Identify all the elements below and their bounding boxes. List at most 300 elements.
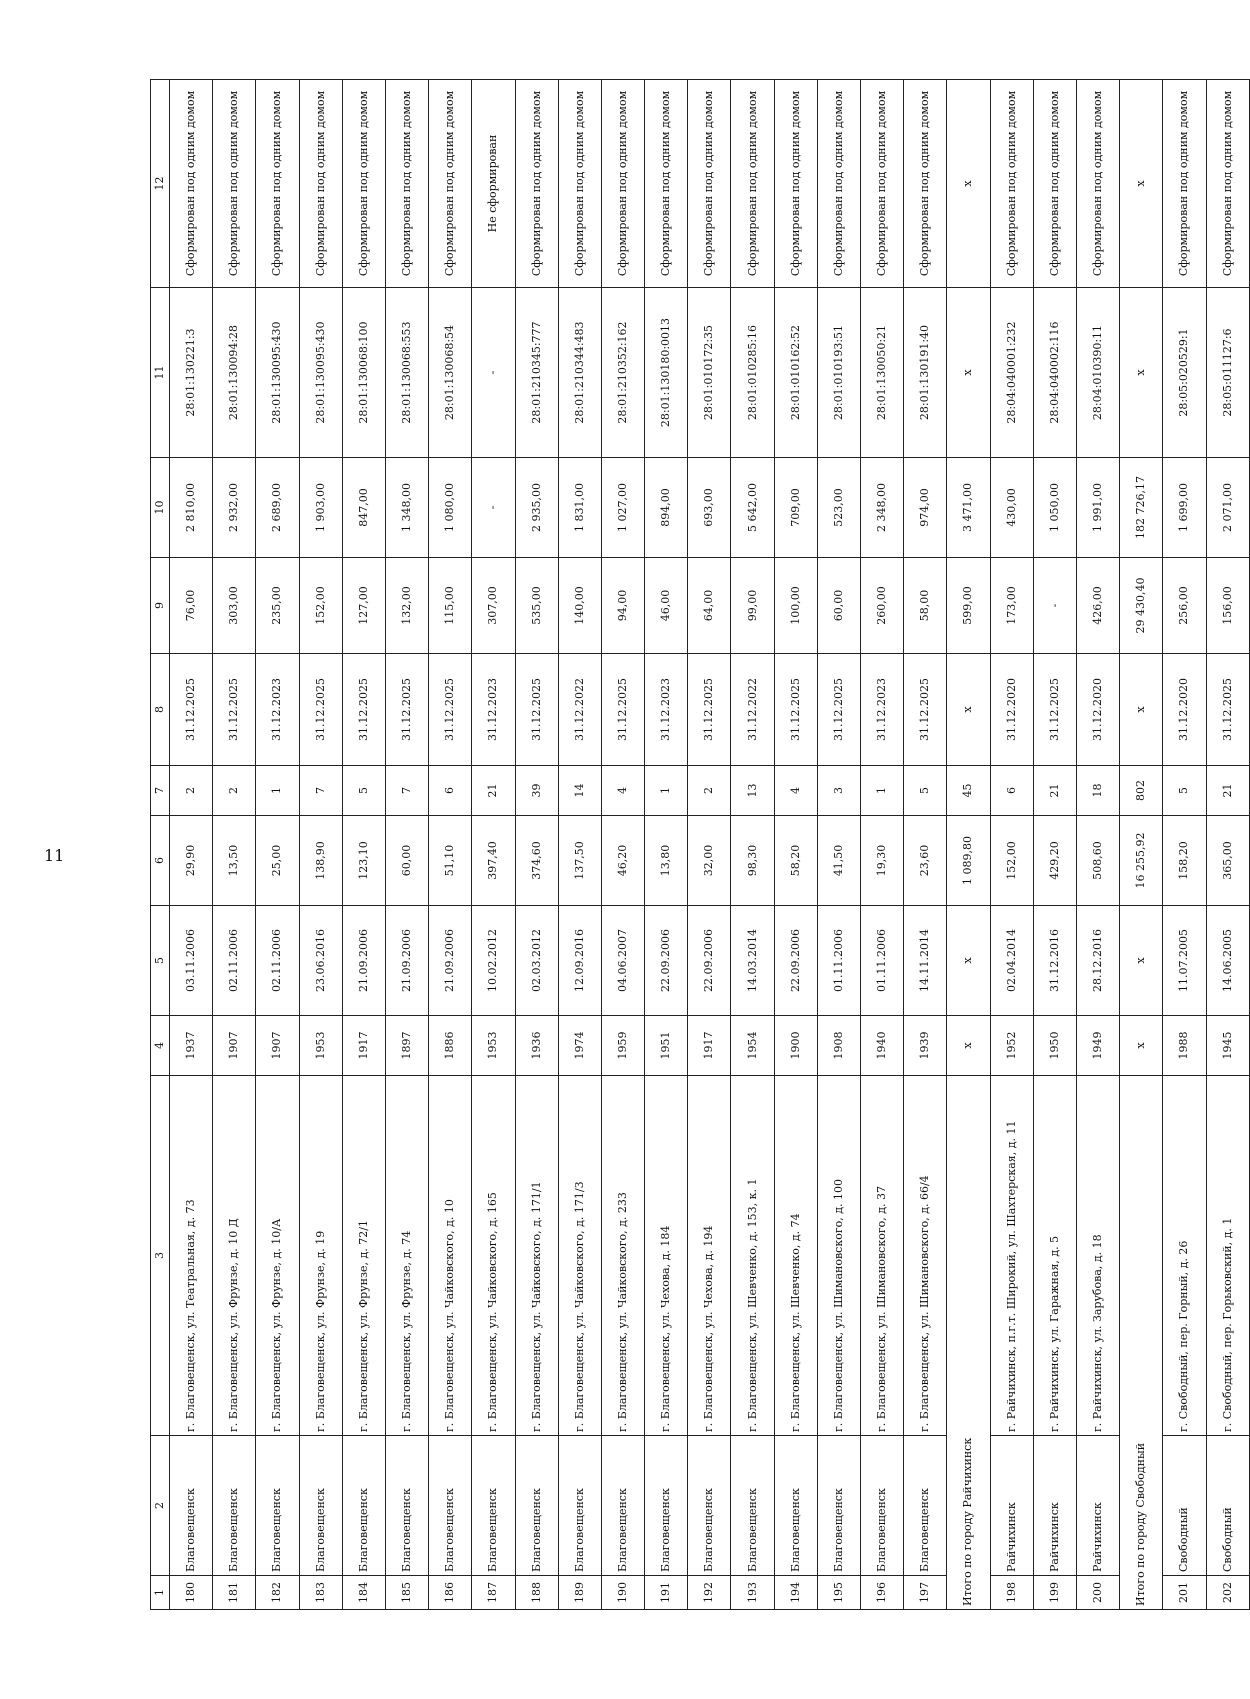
table-row — [688, 80, 731, 1610]
table-cell: 5 — [904, 766, 947, 816]
table-cell: г. Благовещенск, ул. Фрунзе, д. 74 — [385, 1076, 428, 1436]
table-cell: 64,00 — [688, 558, 731, 654]
table-cell: 28:05:020529:1 — [1163, 288, 1206, 458]
table-cell: Сформирован под одним домом — [861, 80, 904, 288]
table-cell: 186 — [429, 1576, 472, 1610]
table-cell: 201 — [1163, 1576, 1206, 1610]
table-cell: 260,00 — [861, 558, 904, 654]
table-cell: г. Свободный, пер. Горьковский, д. 1 — [1206, 1076, 1250, 1436]
table-cell: Сформирован под одним домом — [645, 80, 688, 288]
table-cell: 01.11.2006 — [861, 906, 904, 1016]
table-cell: 02.11.2006 — [256, 906, 299, 1016]
table-cell: 307,00 — [472, 558, 515, 654]
table-cell: 1 991,00 — [1076, 458, 1119, 558]
table-cell: 193 — [731, 1576, 774, 1610]
table-cell: 02.11.2006 — [213, 906, 256, 1016]
table-cell: 28:01:130068:100 — [342, 288, 385, 458]
table-cell: 1952 — [990, 1016, 1033, 1076]
table-cell: 31.12.2025 — [688, 654, 731, 766]
table-cell: 39 — [515, 766, 558, 816]
table-cell: 31.12.2025 — [385, 654, 428, 766]
table-cell: - — [472, 458, 515, 558]
table-cell: 31.12.2025 — [299, 654, 342, 766]
table-cell: 1 — [256, 766, 299, 816]
table-cell: 31.12.2025 — [601, 654, 644, 766]
table-row — [990, 80, 1033, 1610]
table-cell: 599,00 — [947, 558, 990, 654]
table-cell: Сформирован под одним домом — [731, 80, 774, 288]
table-cell: Сформирован под одним домом — [429, 80, 472, 288]
table-cell: 31.12.2025 — [342, 654, 385, 766]
table-cell: 28:01:130068:553 — [385, 288, 428, 458]
table-cell: 2 810,00 — [170, 458, 213, 558]
table-cell: 1936 — [515, 1016, 558, 1076]
table-cell: 2 935,00 — [515, 458, 558, 558]
table-cell: х — [947, 80, 990, 288]
table-cell: 28:01:130191:40 — [904, 288, 947, 458]
table-cell: 28:01:130050:21 — [861, 288, 904, 458]
table-cell: 1907 — [256, 1016, 299, 1076]
table-row — [1163, 80, 1206, 1610]
table-cell: 31.12.2023 — [861, 654, 904, 766]
table-cell: 182 726,17 — [1120, 458, 1163, 558]
table-cell: Сформирован под одним домом — [515, 80, 558, 288]
table-cell: 256,00 — [1163, 558, 1206, 654]
table-cell: г. Райчихинск, ул. Зарубова, д. 18 — [1076, 1076, 1119, 1436]
table-cell: 974,00 — [904, 458, 947, 558]
table-cell: 14.06.2005 — [1206, 906, 1250, 1016]
table-cell: г. Благовещенск, ул. Чайковского, д. 233 — [601, 1076, 644, 1436]
table-cell: Сформирован под одним домом — [170, 80, 213, 288]
table-cell: 31.12.2022 — [731, 654, 774, 766]
table-cell: 21 — [1206, 766, 1250, 816]
column-number-2: 2 — [151, 1436, 170, 1576]
table-cell: Сформирован под одним домом — [774, 80, 817, 288]
table-cell: 31.12.2023 — [645, 654, 688, 766]
table-cell: 158,20 — [1163, 816, 1206, 906]
table-cell: 98,30 — [731, 816, 774, 906]
table-row — [256, 80, 299, 1610]
table-cell: х — [947, 288, 990, 458]
table-cell: г. Благовещенск, ул. Фрунзе, д. 10/А — [256, 1076, 299, 1436]
table-cell: 1886 — [429, 1016, 472, 1076]
table-row — [861, 80, 904, 1610]
table-cell: Сформирован под одним домом — [1206, 80, 1250, 288]
table-cell: 45 — [947, 766, 990, 816]
table-cell: 189 — [558, 1576, 601, 1610]
table-cell: 1950 — [1033, 1016, 1076, 1076]
table-cell: 1 080,00 — [429, 458, 472, 558]
table-cell: г. Благовещенск, ул. Фрунзе, д. 10 Д — [213, 1076, 256, 1436]
table-cell: г. Благовещенск, ул. Шимановского, д. 37 — [861, 1076, 904, 1436]
table-cell: Сформирован под одним домом — [904, 80, 947, 288]
table-cell: Сформирован под одним домом — [1033, 80, 1076, 288]
table-cell: 31.12.2016 — [1033, 906, 1076, 1016]
column-number-5: 5 — [151, 906, 170, 1016]
table-cell: 100,00 — [774, 558, 817, 654]
table-cell: 894,00 — [645, 458, 688, 558]
table-cell: 29 430,40 — [1120, 558, 1163, 654]
table-cell: 196 — [861, 1576, 904, 1610]
table-cell: 132,00 — [385, 558, 428, 654]
table-cell: 235,00 — [256, 558, 299, 654]
table-cell: 1 348,00 — [385, 458, 428, 558]
table-cell: 2 348,00 — [861, 458, 904, 558]
table-cell: 1897 — [385, 1016, 428, 1076]
table-cell: 58,20 — [774, 816, 817, 906]
table-cell: 1945 — [1206, 1016, 1250, 1076]
table-cell: Свободный — [1163, 1436, 1206, 1576]
table-cell: 46,00 — [645, 558, 688, 654]
table-container — [150, 80, 1250, 1610]
table-cell: 31.12.2025 — [515, 654, 558, 766]
table-cell: х — [1120, 80, 1163, 288]
table-cell: 99,00 — [731, 558, 774, 654]
table-cell: 1949 — [1076, 1016, 1119, 1076]
table-cell: 28:01:130068:54 — [429, 288, 472, 458]
table-cell: Благовещенск — [472, 1436, 515, 1576]
table-cell: Райчихинск — [990, 1436, 1033, 1576]
table-cell: 03.11.2006 — [170, 906, 213, 1016]
subtotal-label: Итого по городу Райчихинск — [947, 1076, 990, 1610]
table-cell: 02.04.2014 — [990, 906, 1033, 1016]
table-cell: 32,00 — [688, 816, 731, 906]
table-cell: 156,00 — [1206, 558, 1250, 654]
table-cell: 31.12.2025 — [429, 654, 472, 766]
page-number: 11 — [44, 846, 65, 865]
table-cell: 2 689,00 — [256, 458, 299, 558]
table-cell: 192 — [688, 1576, 731, 1610]
table-cell: Сформирован под одним домом — [1076, 80, 1119, 288]
table-cell: 1 027,00 — [601, 458, 644, 558]
table-cell: г. Благовещенск, ул. Чехова, д. 194 — [688, 1076, 731, 1436]
table-cell: 1908 — [817, 1016, 860, 1076]
table-cell: 28:04:010390:11 — [1076, 288, 1119, 458]
table-cell: 185 — [385, 1576, 428, 1610]
table-cell: 140,00 — [558, 558, 601, 654]
table-cell: 04.06.2007 — [601, 906, 644, 1016]
table-cell: 1900 — [774, 1016, 817, 1076]
table-cell: 187 — [472, 1576, 515, 1610]
table-cell: Сформирован под одним домом — [342, 80, 385, 288]
table-cell: г. Благовещенск, ул. Чайковского, д. 10 — [429, 1076, 472, 1436]
table-cell: 28:05:011127:6 — [1206, 288, 1250, 458]
table-row — [299, 80, 342, 1610]
table-cell: 426,00 — [1076, 558, 1119, 654]
table-cell: Сформирован под одним домом — [558, 80, 601, 288]
table-cell: 60,00 — [817, 558, 860, 654]
table-row — [817, 80, 860, 1610]
table-row — [731, 80, 774, 1610]
table-cell: 60,00 — [385, 816, 428, 906]
table-cell: Райчихинск — [1033, 1436, 1076, 1576]
table-cell: 31.12.2023 — [472, 654, 515, 766]
table-cell: 2 — [688, 766, 731, 816]
table-cell: 1937 — [170, 1016, 213, 1076]
table-row — [1076, 80, 1119, 1610]
table-cell: 198 — [990, 1576, 1033, 1610]
table-cell: Благовещенск — [601, 1436, 644, 1576]
table-cell: 1917 — [342, 1016, 385, 1076]
table-cell: г. Благовещенск, ул. Чайковского, д. 171/1 — [515, 1076, 558, 1436]
table-cell: 28:01:010285:16 — [731, 288, 774, 458]
table-cell: х — [1120, 654, 1163, 766]
table-cell: 13 — [731, 766, 774, 816]
subtotal-label: Итого по городу Свободный — [1120, 1076, 1163, 1610]
table-cell: Благовещенск — [429, 1436, 472, 1576]
table-cell: 374,60 — [515, 816, 558, 906]
table-cell: 28:01:210344:483 — [558, 288, 601, 458]
table-cell: 02.03.2012 — [515, 906, 558, 1016]
table-cell: г. Райчихинск, п.г.т. Широкий, ул. Шахтерская, д. 11 — [990, 1076, 1033, 1436]
table-cell: 28:01:010172:35 — [688, 288, 731, 458]
table-cell: 191 — [645, 1576, 688, 1610]
table-cell: Сформирован под одним домом — [990, 80, 1033, 288]
table-cell: Сформирован под одним домом — [213, 80, 256, 288]
table-cell: 6 — [990, 766, 1033, 816]
table-cell: 1940 — [861, 1016, 904, 1076]
column-number-12: 12 — [151, 80, 170, 288]
table-cell: 29,90 — [170, 816, 213, 906]
table-cell: х — [1120, 1016, 1163, 1076]
column-number-3: 3 — [151, 1076, 170, 1436]
table-cell: 28:01:130221:3 — [170, 288, 213, 458]
table-cell: Райчихинск — [1076, 1436, 1119, 1576]
table-cell: Сформирован под одним домом — [385, 80, 428, 288]
table-cell: 22.09.2006 — [774, 906, 817, 1016]
table-cell: 21.09.2006 — [429, 906, 472, 1016]
table-cell: 190 — [601, 1576, 644, 1610]
table-cell: 28:01:210352:162 — [601, 288, 644, 458]
table-cell: 430,00 — [990, 458, 1033, 558]
table-cell: 181 — [213, 1576, 256, 1610]
table-cell: 1959 — [601, 1016, 644, 1076]
table-cell: 10.02.2012 — [472, 906, 515, 1016]
table-cell: Сформирован под одним домом — [817, 80, 860, 288]
table-cell: 7 — [385, 766, 428, 816]
column-number-7: 7 — [151, 766, 170, 816]
table-cell: 76,00 — [170, 558, 213, 654]
table-row — [170, 80, 213, 1610]
table-cell: 28:01:010193:51 — [817, 288, 860, 458]
table-cell: Благовещенск — [731, 1436, 774, 1576]
table-cell: 31.12.2025 — [904, 654, 947, 766]
table-cell: 184 — [342, 1576, 385, 1610]
table-cell: 46,20 — [601, 816, 644, 906]
table-cell: г. Благовещенск, ул. Чайковского, д. 165 — [472, 1076, 515, 1436]
table-cell: - — [1033, 558, 1076, 654]
table-cell: 31.12.2025 — [1206, 654, 1250, 766]
table-cell: Благовещенск — [385, 1436, 428, 1576]
table-row — [558, 80, 601, 1610]
table-cell: 28:01:130095:430 — [299, 288, 342, 458]
subtotal-row — [1120, 80, 1163, 1610]
table-cell: 1 050,00 — [1033, 458, 1076, 558]
table-cell: г. Благовещенск, ул. Фрунзе, д. 19 — [299, 1076, 342, 1436]
table-cell: 194 — [774, 1576, 817, 1610]
table-body — [151, 80, 1250, 1610]
table-cell: Сформирован под одним домом — [601, 80, 644, 288]
table-cell: Сформирован под одним домом — [1163, 80, 1206, 288]
table-row — [472, 80, 515, 1610]
table-row — [213, 80, 256, 1610]
table-cell: 25,00 — [256, 816, 299, 906]
table-cell: 173,00 — [990, 558, 1033, 654]
table-cell: 1 089,80 — [947, 816, 990, 906]
table-cell: 202 — [1206, 1576, 1250, 1610]
rotated-table-sheet — [150, 80, 1250, 1610]
column-number-11: 11 — [151, 288, 170, 458]
table-cell: 94,00 — [601, 558, 644, 654]
column-number-1: 1 — [151, 1576, 170, 1610]
table-cell: 31.12.2025 — [817, 654, 860, 766]
table-cell: г. Благовещенск, ул. Чайковского, д. 171/3 — [558, 1076, 601, 1436]
column-number-header — [151, 80, 170, 1610]
table-row — [645, 80, 688, 1610]
table-row — [904, 80, 947, 1610]
table-cell: Благовещенск — [645, 1436, 688, 1576]
table-cell: 31.12.2025 — [213, 654, 256, 766]
table-cell: 28:01:210345:777 — [515, 288, 558, 458]
table-cell: 28:04:040001:232 — [990, 288, 1033, 458]
table-cell: 197 — [904, 1576, 947, 1610]
table-row — [515, 80, 558, 1610]
subtotal-row — [947, 80, 990, 1610]
table-cell: г. Благовещенск, ул. Чехова, д. 184 — [645, 1076, 688, 1436]
table-cell: 183 — [299, 1576, 342, 1610]
table-cell: х — [1120, 906, 1163, 1016]
table-cell: 14.03.2014 — [731, 906, 774, 1016]
table-cell: 138,90 — [299, 816, 342, 906]
table-cell: 1 831,00 — [558, 458, 601, 558]
table-cell: 31.12.2025 — [170, 654, 213, 766]
table-cell: г. Свободный, пер. Горный, д. 26 — [1163, 1076, 1206, 1436]
table-cell: 21.09.2006 — [342, 906, 385, 1016]
table-row — [429, 80, 472, 1610]
table-cell: 14.11.2014 — [904, 906, 947, 1016]
table-cell: 21.09.2006 — [385, 906, 428, 1016]
table-cell: 12.09.2016 — [558, 906, 601, 1016]
table-cell: Сформирован под одним домом — [688, 80, 731, 288]
table-cell: 28:01:130095:430 — [256, 288, 299, 458]
table-cell: 188 — [515, 1576, 558, 1610]
table-row — [1206, 80, 1250, 1610]
table-cell: 41,50 — [817, 816, 860, 906]
table-cell: 1917 — [688, 1016, 731, 1076]
table-cell: 7 — [299, 766, 342, 816]
table-cell: Благовещенск — [299, 1436, 342, 1576]
table-cell: 28:01:130180:0013 — [645, 288, 688, 458]
table-cell: 23,60 — [904, 816, 947, 906]
table-cell: 199 — [1033, 1576, 1076, 1610]
table-cell: 58,00 — [904, 558, 947, 654]
table-cell: Благовещенск — [904, 1436, 947, 1576]
column-number-8: 8 — [151, 654, 170, 766]
table-cell: - — [472, 288, 515, 458]
table-cell: 31.12.2023 — [256, 654, 299, 766]
table-cell: х — [947, 1016, 990, 1076]
table-row — [601, 80, 644, 1610]
column-number-9: 9 — [151, 558, 170, 654]
table-cell: 28:01:010162:52 — [774, 288, 817, 458]
table-cell: 28.12.2016 — [1076, 906, 1119, 1016]
table-cell: Благовещенск — [170, 1436, 213, 1576]
table-cell: 11.07.2005 — [1163, 906, 1206, 1016]
table-cell: Благовещенск — [774, 1436, 817, 1576]
table-cell: 365,00 — [1206, 816, 1250, 906]
table-cell: х — [947, 906, 990, 1016]
table-cell: Сформирован под одним домом — [299, 80, 342, 288]
table-cell: 31.12.2020 — [990, 654, 1033, 766]
table-cell: Благовещенск — [817, 1436, 860, 1576]
table-cell: 4 — [774, 766, 817, 816]
table-cell: 31.12.2025 — [1033, 654, 1076, 766]
table-cell: 1974 — [558, 1016, 601, 1076]
table-cell: Не сформирован — [472, 80, 515, 288]
table-cell: 523,00 — [817, 458, 860, 558]
table-row — [342, 80, 385, 1610]
table-cell: 195 — [817, 1576, 860, 1610]
table-cell: 200 — [1076, 1576, 1119, 1610]
table-cell: 137,50 — [558, 816, 601, 906]
table-cell: 709,00 — [774, 458, 817, 558]
table-cell: 18 — [1076, 766, 1119, 816]
table-cell: 2 — [213, 766, 256, 816]
table-cell: Благовещенск — [256, 1436, 299, 1576]
table-row — [774, 80, 817, 1610]
table-cell: 5 — [1163, 766, 1206, 816]
table-cell: 31.12.2020 — [1076, 654, 1119, 766]
table-cell: 115,00 — [429, 558, 472, 654]
table-cell: Свободный — [1206, 1436, 1250, 1576]
table-cell: 16 255,92 — [1120, 816, 1163, 906]
table-cell: 6 — [429, 766, 472, 816]
table-cell: 1953 — [472, 1016, 515, 1076]
table-cell: 1 — [645, 766, 688, 816]
table-cell: 19,30 — [861, 816, 904, 906]
table-cell: 1939 — [904, 1016, 947, 1076]
table-cell: 508,60 — [1076, 816, 1119, 906]
table-cell: 182 — [256, 1576, 299, 1610]
table-cell: г. Благовещенск, ул. Театральная, д. 73 — [170, 1076, 213, 1436]
table-cell: Благовещенск — [515, 1436, 558, 1576]
table-cell: г. Благовещенск, ул. Шимановского, д. 66/4 — [904, 1076, 947, 1436]
table-cell: 22.09.2006 — [688, 906, 731, 1016]
table-cell: 21 — [472, 766, 515, 816]
table-cell: Благовещенск — [558, 1436, 601, 1576]
table-cell: 1 — [861, 766, 904, 816]
table-cell: г. Благовещенск, ул. Шевченко, д. 153, к. 1 — [731, 1076, 774, 1436]
table-cell: г. Благовещенск, ул. Шимановского, д. 100 — [817, 1076, 860, 1436]
column-number-4: 4 — [151, 1016, 170, 1076]
column-number-6: 6 — [151, 816, 170, 906]
table-cell: 152,00 — [990, 816, 1033, 906]
table-cell: 31.12.2025 — [774, 654, 817, 766]
table-cell: 1953 — [299, 1016, 342, 1076]
table-cell: 429,20 — [1033, 816, 1076, 906]
table-cell: 123,10 — [342, 816, 385, 906]
table-cell: 180 — [170, 1576, 213, 1610]
table-cell: х — [947, 654, 990, 766]
table-cell: 3 — [817, 766, 860, 816]
table-cell: 01.11.2006 — [817, 906, 860, 1016]
housing-table — [150, 79, 1250, 1610]
table-cell: 28:01:130094:28 — [213, 288, 256, 458]
table-cell: 127,00 — [342, 558, 385, 654]
table-cell: 23.06.2016 — [299, 906, 342, 1016]
table-cell: 3 471,00 — [947, 458, 990, 558]
table-cell: 847,00 — [342, 458, 385, 558]
